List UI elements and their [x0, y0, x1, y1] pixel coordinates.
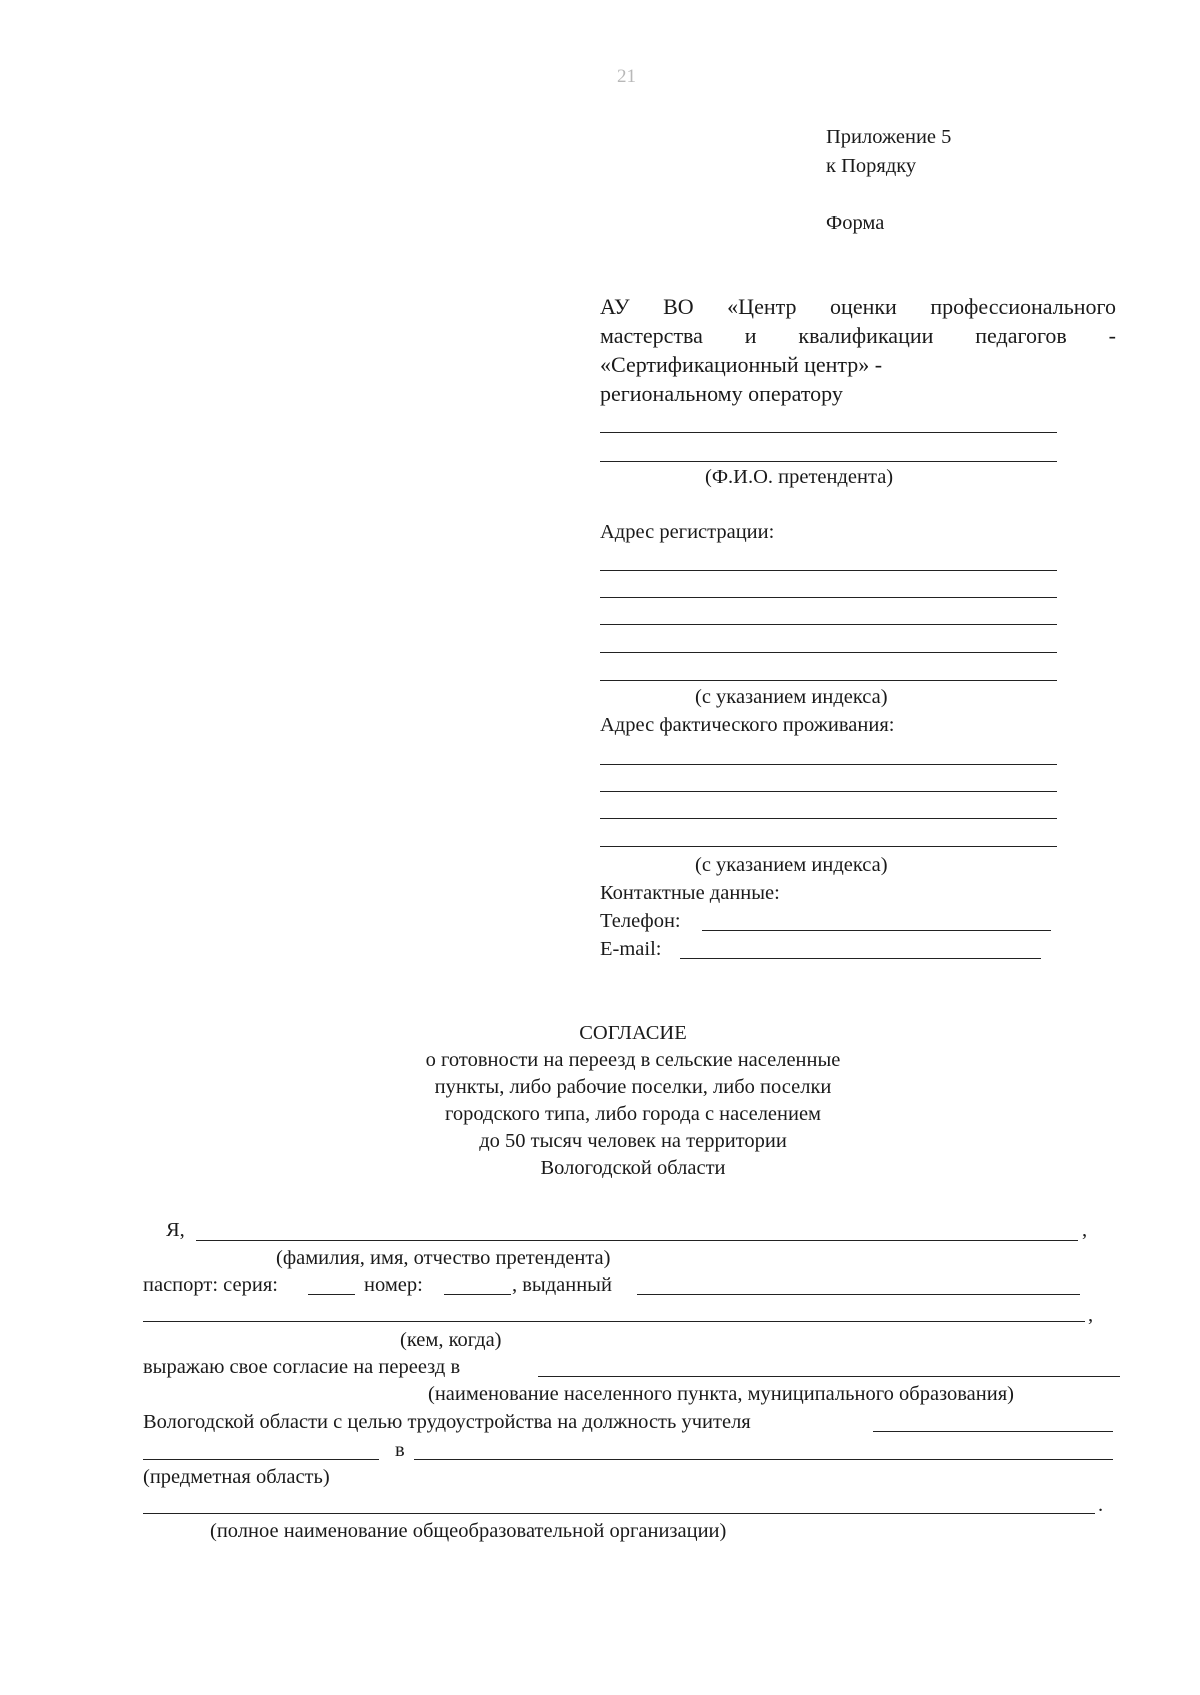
in-label: в — [395, 1439, 405, 1461]
passport-number-line — [444, 1294, 511, 1295]
organization-caption: (полное наименование общеобразовательной организации) — [210, 1520, 727, 1542]
fio-line-2 — [600, 461, 1057, 462]
registration-address-line-1 — [600, 570, 1057, 571]
purpose-text: Вологодской области с целью трудоустройства на должность учителя — [143, 1411, 751, 1433]
applicant-name-line — [196, 1240, 1078, 1241]
registration-address-line-3 — [600, 624, 1057, 625]
fio-line-1 — [600, 432, 1057, 433]
subject-caption: (предметная область) — [143, 1466, 330, 1488]
settlement-line — [538, 1376, 1120, 1377]
consent-title: СОГЛАСИЕ — [579, 1022, 687, 1044]
page-number: 21 — [617, 66, 636, 87]
passport-issued-line — [637, 1294, 1080, 1295]
passport-issued-line-2 — [143, 1321, 1085, 1322]
appendix-line-1: Приложение 5 — [826, 126, 952, 148]
organization-line — [414, 1459, 1113, 1460]
index-caption-2: (с указанием индекса) — [695, 854, 888, 876]
issued-caption: (кем, когда) — [400, 1329, 502, 1351]
registration-address-line-4 — [600, 652, 1057, 653]
consent-subtitle-3: городского типа, либо города с населением — [444, 1103, 822, 1125]
recipient-line-3: «Сертификационный центр» - — [600, 352, 883, 377]
passport-number-label: номер: — [364, 1274, 423, 1296]
recipient-line-4: региональному оператору — [600, 381, 843, 406]
registration-address-line-5 — [600, 680, 1057, 681]
actual-address-line-3 — [600, 818, 1057, 819]
comma-1: , — [1082, 1219, 1088, 1241]
actual-address-line-4 — [600, 846, 1057, 847]
passport-issued-label: , выданный — [512, 1274, 612, 1296]
registration-address-label: Адрес регистрации: — [600, 521, 775, 543]
consent-subtitle-5: Вологодской области — [540, 1157, 726, 1179]
teacher-subject-line — [873, 1431, 1113, 1432]
recipient-line-2: мастерства и квалификации педагогов - — [600, 323, 1116, 348]
i-label: Я, — [166, 1219, 185, 1241]
consent-subtitle-1: о готовности на переезд в сельские населенные — [425, 1049, 841, 1071]
applicant-name-caption: (фамилия, имя, отчество претендента) — [276, 1247, 611, 1269]
comma-2: , — [1088, 1304, 1094, 1326]
settlement-caption: (наименование населенного пункта, муниципального образования) — [428, 1383, 1014, 1405]
organization-full-line — [143, 1513, 1095, 1514]
consent-subtitle-4: до 50 тысяч человек на территории — [479, 1130, 787, 1152]
registration-address-line-2 — [600, 597, 1057, 598]
passport-series-line — [308, 1294, 355, 1295]
phone-line — [702, 930, 1051, 931]
teacher-subject-line-2 — [143, 1459, 379, 1460]
email-line — [680, 958, 1041, 959]
period: . — [1098, 1494, 1104, 1516]
actual-address-line-2 — [600, 791, 1057, 792]
consent-subtitle-2: пункты, либо рабочие поселки, либо поселки — [434, 1076, 832, 1098]
actual-address-label: Адрес фактического проживания: — [600, 714, 895, 736]
passport-series-label: паспорт: серия: — [143, 1274, 278, 1296]
form-label: Форма — [826, 212, 885, 234]
consent-text: выражаю свое согласие на переезд в — [143, 1356, 461, 1378]
email-label: E-mail: — [600, 938, 662, 960]
contacts-label: Контактные данные: — [600, 882, 780, 904]
actual-address-line-1 — [600, 764, 1057, 765]
index-caption-1: (с указанием индекса) — [695, 686, 888, 708]
phone-label: Телефон: — [600, 910, 681, 932]
fio-caption: (Ф.И.О. претендента) — [705, 466, 894, 488]
appendix-line-2: к Порядку — [826, 155, 917, 177]
recipient-line-1: АУ ВО «Центр оценки профессионального — [600, 294, 1116, 319]
